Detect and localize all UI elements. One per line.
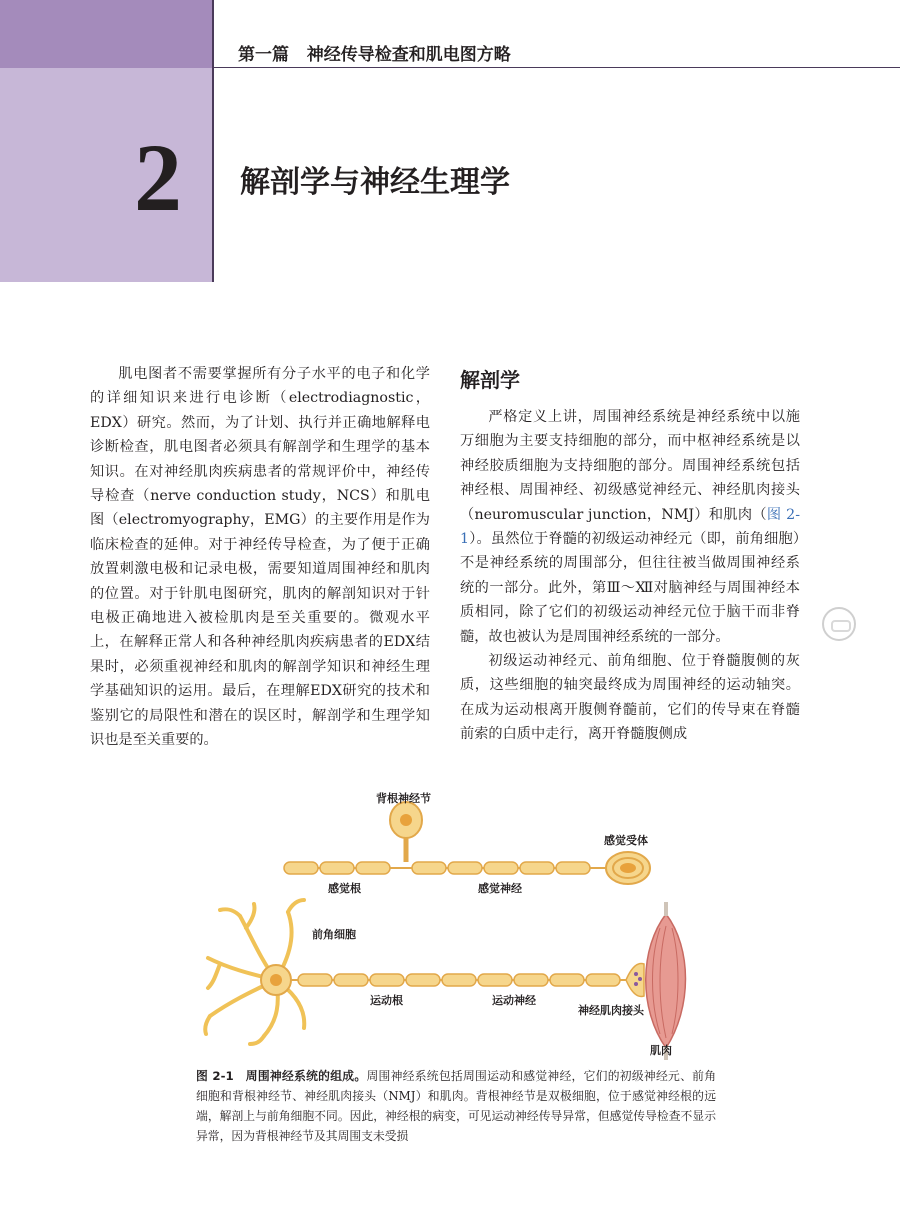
left-column (90, 362, 430, 753)
dorsal-root-ganglion (390, 802, 422, 862)
figure-caption (196, 1066, 716, 1146)
caption-text: 周围神经系统包括周围运动和感觉神经，它们的初级神经元、前角细胞和背根神经节、神经肌肉接头（NMJ）和肌肉。背根神经节是双极细胞，位于感觉神经根的远端，解剖上与前角细胞不同。因此，神经根的病变，可见运动神经传导异常，但感觉传导检查不显示异常，因为背根神经节及其周围支未受损 (196, 1069, 716, 1143)
part-label: 第一篇 (238, 45, 289, 65)
label-sensory-root: 感觉根 (328, 882, 361, 895)
label-sensory-nerve: 感觉神经 (478, 882, 522, 895)
figure-peripheral-nervous-system (180, 788, 720, 1060)
label-nmj: 神经肌肉接头 (578, 1004, 644, 1017)
label-motor-nerve: 运动神经 (492, 994, 536, 1007)
page-badge-icon (822, 607, 856, 641)
caption-title: 周围神经系统的组成。 (245, 1069, 367, 1083)
label-anterior-horn-cell: 前角细胞 (312, 928, 356, 941)
label-sensory-receptor: 感觉受体 (604, 834, 648, 847)
motor-axon (290, 974, 628, 986)
label-drg: 背根神经节 (376, 792, 431, 805)
label-motor-root: 运动根 (370, 994, 403, 1007)
anterior-horn-cell-nucleus (270, 974, 282, 986)
label-muscle: 肌肉 (650, 1044, 672, 1057)
p1-text-after: ）。虽然位于脊髓的初级运动神经元（即，前角细胞）不是神经系统的周围部分，但往往被当做周围神经系统的一部分。此外，第Ⅲ～Ⅻ对脑神经与周围神经本质相同，除了它们的初级运动神经元位于脑干而非脊髓，故也被认为是周围神经系统的一部分。 (460, 531, 800, 645)
header-divider-horizontal (214, 67, 900, 68)
neuromuscular-junction (626, 964, 644, 997)
sensory-receptor (606, 852, 650, 884)
section-heading: 解剖学 (460, 368, 520, 392)
caption-number: 图 2-1 (196, 1069, 234, 1083)
figure-reference-link[interactable]: 图 2-1 (460, 506, 800, 548)
sensory-axon (284, 862, 612, 874)
right-column (460, 405, 800, 747)
muscle (646, 902, 686, 1060)
p1-text-before: 严格定义上讲，周围神经系统是神经系统中以施万细胞为主要支持细胞的部分，而中枢神经系统是以神经胶质细胞为支持细胞的部分。周围神经系统包括神经根、周围神经、初级感觉神经元、神经肌肉接头（neuromuscular junction，NMJ）和肌肉（ (460, 409, 800, 523)
anatomy-paragraph-2: 初级运动神经元、前角细胞、位于脊髓腹侧的灰质，这些细胞的轴突最终成为周围神经的运动轴突。在成为运动根离开腹侧脊髓前，它们的传导束在脊髓前索的白质中走行，离开脊髓腹侧成 (460, 653, 800, 743)
chapter-number: 2 (134, 124, 182, 231)
anatomy-paragraph-1 (460, 405, 800, 649)
header-band-dark (0, 0, 212, 68)
chapter-title: 解剖学与神经生理学 (240, 165, 510, 200)
header-divider-vertical (212, 0, 214, 282)
part-title (238, 40, 511, 65)
part-name: 神经传导检查和肌电图方略 (306, 45, 511, 65)
intro-paragraph: 肌电图者不需要掌握所有分子水平的电子和化学的详细知识来进行电诊断（electrodiagnostic，EDX）研究。然而，为了计划、执行并正确地解释电诊断检查，肌电图者必须具有解剖学和生理学的基本知识。在对神经肌肉疾病患者的常规评价中，神经传导检查（nerve conduction study，NCS）和肌电图（electromyography，EMG）的主要作用是作为临床检查的延伸。对于神经传导检查，为了便于正确放置刺激电极和记录电极，需要知道周围神经和肌肉的位置。对于针肌电图研究，肌肉的解剖知识对于针电极正确地进入被检肌肉是至关重要的。微观水平上，在解释正常人和各种神经肌肉疾病患者的EDX结果时，必须重视神经和肌肉的解剖学知识和神经生理学基础知识的运用。最后，在理解EDX研究的技术和鉴别它的局限性和潜在的误区时，解剖学和生理学知识也是至关重要的。 (90, 366, 430, 749)
